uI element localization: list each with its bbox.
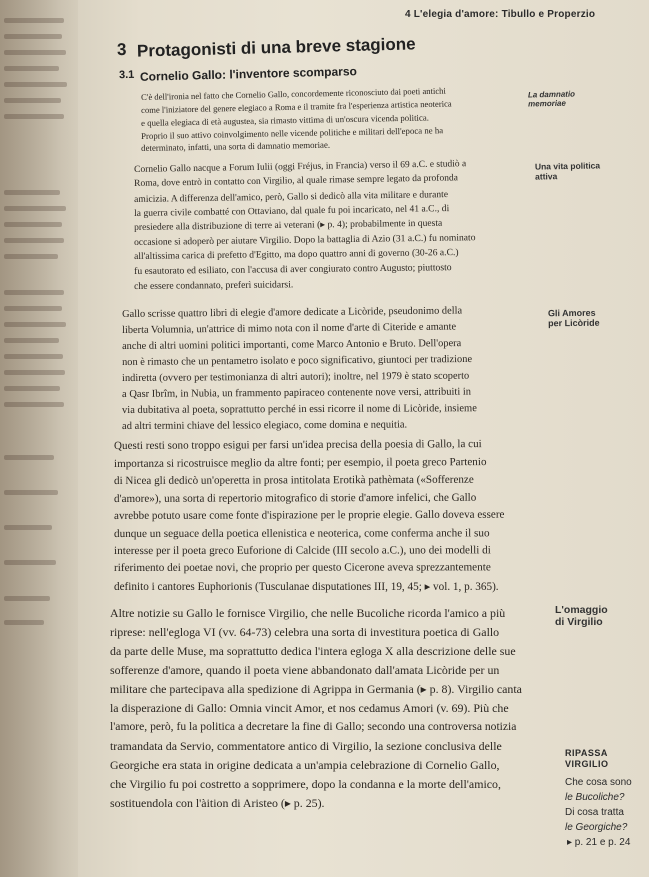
margin-note-line: memoriae — [528, 98, 566, 109]
text-line: di Nicea gli dedicò un'operetta in prosa intitolata Erotikà pathèmata («Sofferenze — [114, 473, 474, 487]
text-line: sostituendola con l'àition di Aristeo (▸ p. 25). — [110, 796, 325, 810]
text-line: che Virgilio fu poi costretto a sopprimere, dopo la condanna e la morte dell'amico, — [110, 777, 501, 791]
text-line: da parte delle Muse, ma soprattutto dedica l'intera egloga X alla descrizione delle sue — [110, 644, 516, 658]
ripassa-label — [565, 748, 609, 771]
running-head: 4 L'elegia d'amore: Tibullo e Properzio — [405, 9, 596, 20]
text-line: fu esautorato ed esiliato, con l'accusa di aver congiurato contro Augusto; piuttosto — [134, 262, 452, 277]
chapter-number: 3 — [116, 39, 127, 60]
margin-note-amores — [548, 308, 600, 329]
text-line: determinato, infatti, una sorta di damnatio memoriae. — [141, 139, 331, 153]
text-line: liberta Volumnia, un'attrice di mimo nota con il nome d'arte di Citeride e amante — [122, 321, 457, 336]
text-line: Altre notizie su Gallo le fornisce Virgilio, che nelle Bucoliche ricorda l'amico a più — [110, 606, 506, 620]
text-line: riprese: nell'egloga VI (vv. 64-73) celebra una sorta di investitura poetica di Gallo — [110, 625, 500, 639]
text-line: interesse per il poeta greco Euforione di Calcide (III secolo a.C.), uno dei modelli di — [114, 544, 491, 557]
text-line: presiedere alla distribuzione di terre ai veterani (▸ p. 4); probabilmente in questa — [134, 217, 443, 233]
text-line: C'è dell'ironia nel fatto che Cornelio Gallo, concordemente riconosciuto dai poeti antichi — [141, 85, 446, 102]
facing-page-bleed — [0, 0, 78, 877]
text-line: anche di altri uomini politici importanti, come Marco Antonio e Bruto. Dell'opera — [122, 338, 462, 352]
text-line: riferimento dei poetae novi, che proprio per questo Cicerone aveva sprezzantemente — [114, 561, 491, 574]
text-line: la guerra civile combatté con Ottaviano, dal quale fu poi incaricato, nel 41 a.C., di — [134, 203, 450, 219]
chapter-title: Protagonisti di una breve stagione — [136, 34, 416, 61]
ripassa-line: Che cosa sono — [565, 777, 632, 788]
text-line: Georgiche era stata in origine dedicata a un'ampia celebrazione di Cornelio Gallo, — [110, 758, 500, 772]
text-line: e quella elegiaca di età augustea, sia rimasto vittima di un'oscura vicenda politica. — [141, 112, 430, 128]
section-title: Cornelio Gallo: l'inventore scomparso — [139, 64, 358, 84]
text-line: amicizia. A differenza dell'amico, però, Gallo si dedicò alla vita militare e durante — [134, 189, 449, 205]
text-line: che essere condannato, preferì suicidarsi. — [134, 279, 294, 292]
text-line: sofferenze d'amore, quando il poeta viene abbandonato dall'amata Licòride per un — [110, 663, 500, 677]
section-number: 3.1 — [118, 68, 135, 82]
margin-note-line: Gli Amores — [547, 307, 596, 319]
text-line: come l'iniziatore del genere elegiaco a Roma e il tramite fra l'esperienza artistica neoterica — [141, 98, 452, 115]
ripassa-line: le Georgiche? — [565, 822, 628, 833]
text-line: Proprio il suo attivo coinvolgimento nelle vicende politiche e militari dell'epoca ne ha — [141, 125, 444, 141]
text-line: Questi resti sono troppo esigui per farsi un'idea precisa della poesia di Gallo, la cui — [114, 438, 482, 452]
text-line: d'amore»), una sorta di repertorio mitografico di storie d'amore infelici, che Gallo — [114, 491, 477, 505]
text-line: a Qasr Ibrîm, in Nubia, un frammento papiraceo contenente nove versi, attribuiti in — [122, 386, 472, 400]
margin-note-line: La damnatio — [527, 89, 576, 100]
text-line: via dubitativa al poeta, soprattutto perché in essi ricorre il nome di Licòride, insieme — [122, 403, 477, 416]
text-line: l'amore, però, fu la politica a decretare la fine di Gallo; secondo una controversa notizia — [110, 720, 517, 733]
text-line: importanza si ricostruisce meglio da altre fonti; per esempio, il poeta greco Partenio — [114, 456, 487, 470]
text-line: la disperazione di Gallo: Omnia vincit Amor, et nos cedamus Amori (v. 69). Più che — [110, 701, 509, 715]
text-line: indiretta (ovvero per testimonianza di altri autori); inoltre, nel 1979 è stato scoperto — [122, 370, 470, 384]
text-line: definito i cantores Euphorionis (Tusculanae disputationes III, 19, 45; ▸ vol. 1, p. 365). — [114, 581, 499, 593]
margin-note-line: L'omaggio — [555, 604, 608, 616]
ripassa-label-line: VIRGILIO — [565, 759, 609, 770]
ripassa-label-line: RIPASSA — [565, 748, 608, 758]
margin-note-line: attiva — [534, 170, 558, 182]
ripassa-line: Di cosa tratta — [565, 807, 624, 818]
text-line: occasione si adoperò per aiutare Virgilio. Dopo la battaglia di Azio (31 a.C.) fu nominato — [134, 232, 476, 248]
ripassa-line: le Bucoliche? — [565, 792, 625, 803]
margin-note-line: Una vita politica — [534, 160, 601, 172]
text-line: militare che partecipava alla spedizione di Agrippa in Germania (▸ p. 8). Virgilio canta — [110, 682, 522, 696]
margin-note-politica — [535, 161, 601, 182]
margin-note-line: di Virgilio — [555, 616, 603, 629]
text-line: Cornelio Gallo nacque a Forum Iulii (oggi Fréjus, in Francia) verso il 69 a.C. e studiò a — [134, 159, 467, 175]
text-line: Roma, dove entrò in contatto con Virgilio, al quale rimase sempre legato da profonda — [134, 173, 458, 189]
margin-note-line: per Licòride — [548, 318, 600, 329]
margin-note-omaggio — [555, 604, 608, 628]
text-line: Gallo scrisse quattro libri di elegie d'amore dedicate a Licòride, pseudonimo della — [122, 305, 463, 320]
text-line: ad altri termini chiave del lessico elegiaco, come domina e nequitia. — [122, 419, 408, 432]
text-line: all'altissima carica di prefetto d'Egitto, ma dopo quattro anni di governo (30-26 a.C.) — [134, 247, 459, 262]
text-line: avrebbe potuto usare come fonte d'ispirazione per le proprie elegie. Gallo doveva essere — [114, 508, 505, 522]
text-line: dunque un seguace della poetica ellenistica e neoterica, come conferma anche il suo — [114, 527, 490, 540]
text-line: non è rimasto che un pentametro isolato e poco significativo, giuntoci per tradizione — [122, 353, 473, 368]
ripassa-page-ref[interactable]: ▸ p. 21 e p. 24 — [567, 837, 631, 848]
ripassa-questions — [565, 775, 632, 850]
margin-note-damnatio — [528, 90, 575, 109]
text-line: tramandata da Servio, commentatore antico di Virgilio, la sezione conclusiva delle — [110, 739, 502, 753]
